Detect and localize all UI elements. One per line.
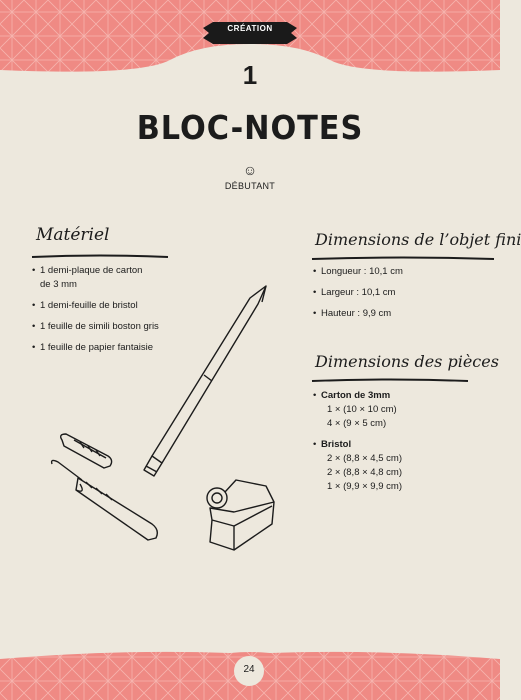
- materiel-underline: [30, 254, 170, 260]
- dimensions-objet-heading: Dimensions de l’objet fini: [315, 230, 521, 249]
- dimensions-objet-list: [313, 265, 493, 328]
- list-item: • 1 feuille de simili boston gris: [32, 320, 222, 334]
- page-title: BLOC-NOTES: [136, 108, 364, 147]
- materiel-heading: Matériel: [36, 225, 110, 245]
- category-label: CRÉATION: [227, 24, 273, 33]
- stationery-illustration: [40, 280, 280, 580]
- list-item: • Bristol 2 × (8,8 × 4,5 cm) 2 × (8,8 × 4,8 cm) 1 × (9,9 × 9,9 cm): [313, 438, 493, 494]
- smiley-icon: ☺: [242, 162, 258, 178]
- pen-cap-icon: [61, 434, 112, 468]
- list-item: • Carton de 3mm 1 × (10 × 10 cm) 4 × (9 × 5 cm): [313, 389, 493, 431]
- project-number: 1: [242, 60, 258, 90]
- page-number: 24: [243, 664, 255, 675]
- binder-clip-icon: [207, 480, 274, 550]
- fountain-pen-icon: [52, 460, 158, 540]
- pencil-icon: [144, 286, 266, 476]
- dimensions-pieces-heading: Dimensions des pièces: [315, 352, 499, 371]
- difficulty-label: DÉBUTANT: [224, 181, 276, 191]
- dimensions-objet-underline: [310, 256, 496, 262]
- dimensions-pieces-list: [313, 389, 493, 501]
- list-item: • 1 feuille de papier fantaisie: [32, 341, 222, 355]
- list-item: • Hauteur : 9,9 cm: [313, 307, 493, 321]
- list-item: • Longueur : 10,1 cm: [313, 265, 493, 279]
- list-item: • Largeur : 10,1 cm: [313, 286, 493, 300]
- list-item: • 1 demi-plaque de carton de 3 mm: [32, 264, 222, 292]
- list-item: • 1 demi-feuille de bristol: [32, 299, 222, 313]
- dimensions-pieces-underline: [310, 378, 470, 384]
